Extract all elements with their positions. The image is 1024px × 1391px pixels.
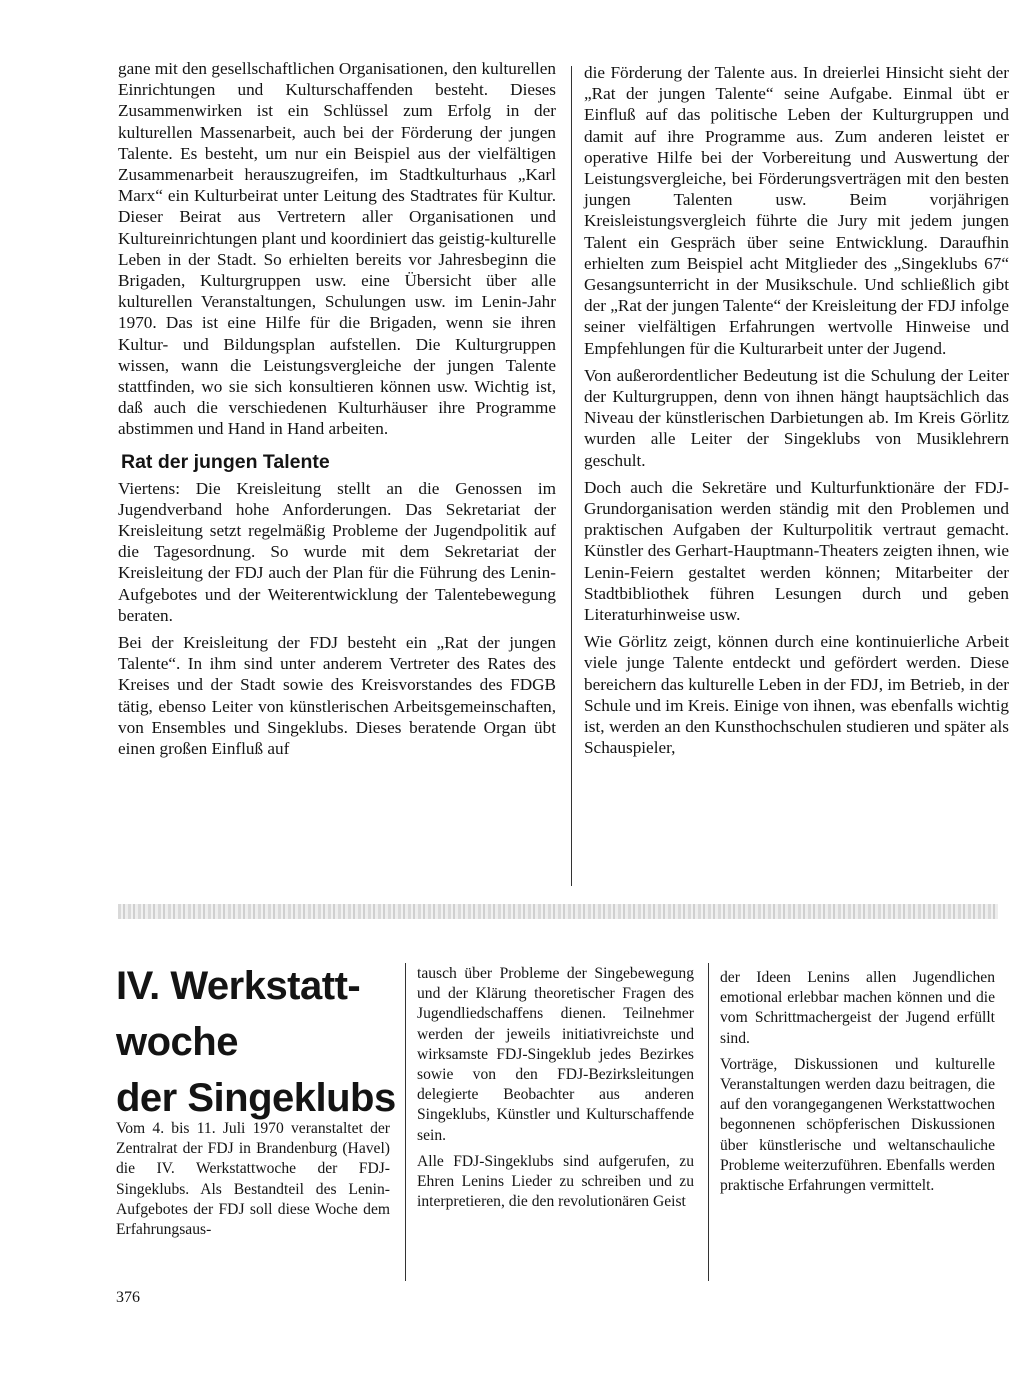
paragraph: Doch auch die Sekretäre und Kulturfunktionäre der FDJ-Grundorganisation werden ständig mit den Problemen und praktischen Aufgaben der Kulturpolitik vertraut gemacht. Künstler des Gerhart-Hauptmann-Theaters zeigten ihnen, wie Lenin-Feiern gestaltet werden können; Mitarbeiter der Stadtbibliothek führen Lesungen durch und geben Literaturhinweise usw.	[584, 477, 1009, 625]
paragraph: Vom 4. bis 11. Juli 1970 veranstaltet der Zentralrat der FDJ in Brandenburg (Havel) die IV. Werkstattwoche der FDJ-Singeklubs. Als Bestandteil des Lenin-Aufgebotes der FDJ soll diese Woche dem Erfahrungsaus-	[116, 1120, 390, 1239]
section-separator-band	[118, 904, 998, 919]
title-line: der Singeklubs	[116, 1076, 396, 1120]
article-column-2	[584, 62, 1009, 765]
column-divider	[571, 66, 572, 886]
article-column-4	[417, 964, 694, 1218]
title-line: woche	[116, 1020, 238, 1064]
page-number: 376	[116, 1289, 140, 1306]
section-heading: Rat der jungen Talente	[121, 450, 330, 473]
article-column-5	[720, 968, 995, 1202]
column-divider	[405, 963, 406, 1281]
article-column-3	[116, 1119, 390, 1246]
paragraph: der Ideen Lenins allen Jugendlichen emotional erlebbar machen können und die vom Schrittmachergeist der Jugend erfüllt sind.	[720, 969, 995, 1047]
paragraph: Bei der Kreisleitung der FDJ besteht ein „Rat der jungen Talente“. In ihm sind unter anderem Vertreter des Rates des Kreises und der Stadt sowie des Kreisvorstandes des FDGB tätig, ebenso Leiter von künstlerischen Arbeitsgemeinschaften, von Ensembles und Singeklubs. Dieses beratende Organ übt einen großen Einfluß auf	[118, 633, 556, 759]
article-column-1	[118, 58, 556, 765]
title-line: IV. Werkstatt-	[116, 964, 361, 1008]
article-title	[116, 958, 396, 1126]
paragraph: Vorträge, Diskussionen und kulturelle Veranstaltungen werden dazu beitragen, die auf den vorangegangenen Werkstattwochen begonnenen schöpferischen Diskussionen über künstlerische und weltanschauliche Probleme weiterzuführen. Ebenfalls werden praktische Erfahrungen vermittelt.	[720, 1055, 995, 1195]
paragraph: Wie Görlitz zeigt, können durch eine kontinuierliche Arbeit viele junge Talente entdeckt und gefördert werden. Diese bereichern das kulturelle Leben in der FDJ, im Betrieb, in der Schule und im Kreis. Einige von ihnen, was ebenfalls wichtig ist, werden an den Kunsthochschulen studieren und später als Schauspieler,	[584, 632, 1009, 758]
paragraph: die Förderung der Talente aus. In dreierlei Hinsicht sieht der „Rat der jungen Talente“ seine Aufgabe. Einmal übt er Einfluß auf das politische Leben der Kulturgruppen und damit auf ihre Programme aus. Zum anderen leistet er operative Hilfe bei der Vorbereitung und Auswertung der Leistungsvergleiche, bei Förderungsverträgen mit den besten jungen Talenten usw. Beim vorjährigen Kreisleistungsvergleich führte die Jury mit jedem jungen Talent ein Gespräch über seine Entwicklung. Daraufhin erhielten zum Beispiel acht Mitglieder des „Singeklubs 67“ Gesangsunterricht in der Musikschule. Und schließlich gibt der „Rat der jungen Talente“ der Kreisleitung der FDJ infolge seiner vielfältigen Erfahrungen wertvolle Hinweise und Empfehlungen für die Kulturarbeit unter der Jugend.	[584, 63, 1009, 358]
paragraph: gane mit den gesellschaftlichen Organisationen, den kulturellen Einrichtungen und Kulturschaffenden besteht. Dieses Zusammenwirken ist ein Schlüssel zum Erfolg in der kulturellen Massenarbeit, auch bei der Förderung der jungen Talente. Es besteht, um nur ein Beispiel aus der vielfältigen Zusammenarbeit herauszugreifen, im Stadtkulturhaus „Karl Marx“ ein Kulturbeirat unter Leitung des Stadtrates für Kultur. Dieser Beirat aus Vertretern aller Organisationen und Kultureinrichtungen plant und koordiniert das geistig-kulturelle Leben in der Stadt. So erhielten bereits vor Jahresbeginn die Brigaden, Kulturgruppen usw. eine Übersicht über alle kulturellen Veranstaltungen, Schulungen usw. im Lenin-Jahr 1970. Das ist eine Hilfe für die Brigaden, wenn sie ihren Kultur- und Bildungsplan aufstellen. Die Kulturgruppen wissen, wann die Leistungsvergleiche der jungen Talente stattfinden, wo sie sich konsultieren können usw. Wichtig ist, daß auch die verschiedenen Kulturhäuser ihre Programme abstimmen und Hand in Hand arbeiten.	[118, 59, 556, 439]
column-divider	[708, 963, 709, 1281]
paragraph: Viertens: Die Kreisleitung stellt an die Genossen im Jugendverband hohe Anforderungen. Das Sekretariat der Kreisleitung setzt regelmäßig Probleme der Jugendpolitik auf die Tagesordnung. So wurde mit dem Sekretariat der Kreisleitung der FDJ auch der Plan für die Führung des Lenin-Aufgebotes und der Weiterentwicklung der Talentebewegung beraten.	[118, 478, 556, 625]
paragraph: tausch über Probleme der Singebewegung und der Klärung theoretischer Fragen des Jugendliedschaffens dienen. Teilnehmer werden der jeweils initiativreichste und wirksamste FDJ-Singeklub jedes Bezirkes sowie von den FDJ-Bezirksleitungen delegierte Beobachter aus anderen Singeklubs, Künstler und Kulturschaffende sein.	[417, 965, 694, 1144]
paragraph: Von außerordentlicher Bedeutung ist die Schulung der Leiter der Kulturgruppen, denn von ihnen hängt hauptsächlich das Niveau der künstlerischen Darbietungen ab. Im Kreis Görlitz wurden alle Leiter der Singeklubs von Musiklehrern geschult.	[584, 365, 1009, 470]
paragraph: Alle FDJ-Singeklubs sind aufgerufen, zu Ehren Lenins Lieder zu schreiben und zu interpretieren, die den revolutionären Geist	[417, 1152, 694, 1211]
